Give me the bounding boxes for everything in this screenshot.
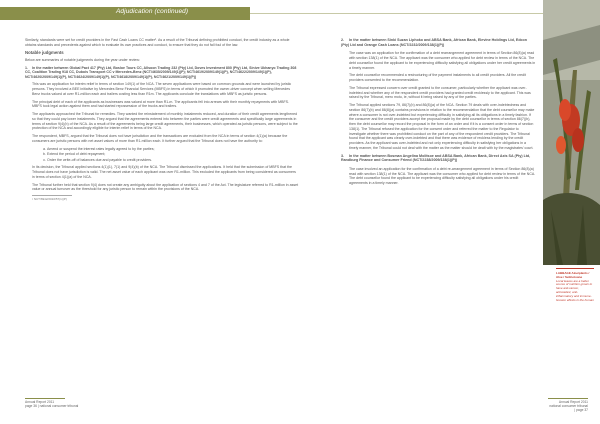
list-item: c. Order the write-off of balances due and payable to credit providers. [47, 158, 299, 163]
caption-rule [556, 268, 594, 269]
paragraph: The debt counsellor recommended a restructuring of the payment instalments to all credit providers. All the credit providers consented to the recommendation. [349, 73, 526, 83]
paragraph: In its decision, the Tribunal applied sections 4(1)(1), 7(1) and 9(4)(b) of the NCA. The Tribunal dismissed the applications. It held that the submission of MBFS that the Tribunal does not have jurisdiction is valid. The net asset value of each applicant was over R1-million. This excluded the applicants from being considered as consumers in terms of section 4(1)(a) of the NCA. [32, 165, 296, 179]
footer-report-label: Annual Report 2011 [25, 400, 55, 404]
paragraph: The Tribunal expressed concern over credit granted to the consumer, particularly whether the applicant was over-indebted and whether any of the respondent credit providers had granted credit recklessly to the applicant. This was raised by the Tribunal, mero motu, ie, without it being raised by any of the parties. [349, 86, 531, 100]
footer-rule-left [25, 398, 65, 399]
footer-page-label: page 36 | national consumer tribunal [25, 404, 79, 408]
case-3-title: In the matter between Bosman Angelina Molitsoe and ABSA Bank, African Bank, Direct Axis SA (Pty) Ltd, Randburg Finance and Consumer Friend (NCT/2238/2009/138(1)(P)) [341, 153, 531, 163]
aloe-plant-photo [543, 0, 600, 265]
section-title: Adjudication (continued) [116, 8, 189, 15]
case-1-number: 1. [25, 65, 28, 70]
footer-right [548, 400, 588, 412]
footer-report-label: Annual Report 2011 [558, 400, 588, 404]
paragraph: The case was an application for the confirmation of a debt rearrangement agreement in terms of Section 86(8)(a) read with section 138(1) of the NCA. The applicant was the consumer who applied for debt review in terms of the NCA. The debt counsellor found the applicant to be experiencing difficulty satisfying all obligations under her credit agreements in a timely manner. [349, 51, 536, 70]
case-2-title: In the matter between Sinki Suzan Liphoko and ABSA Bank, African Bank, Elevine Holdings Ltd, Edcon (Pty) Ltd and Orange Cash Loans (NCT/2232/2009/138(1)(P)) [341, 38, 528, 47]
footer-rule-right [548, 398, 588, 399]
paragraph: The applicants approached the Tribunal for remedies. They wanted the reinstatement of monthly instalments reduced, and duration of their credit agreements lengthened so that they could pay lower instalments. They argued that the agreements entered into between the parties were credit agreements and specifically large agreements in terms of section 9(4)(b) of the NCA. As a result of the agreements being large credit agreements, their businesses, which operated as juristic persons, were subject to the protection of the NCA and accordingly eligible for interim relief in terms of the NCA. [32, 112, 298, 131]
caption-text: Local leaves are a better source of nutrition grown to have anti-cancer, antioxidant, anti-inflammatory and immune-booster effects in the human [556, 278, 594, 302]
left-page [25, 38, 299, 408]
case-3-number: 3. [341, 153, 345, 158]
case-2-heading [341, 38, 536, 47]
footer-page-label: national consumer tribunal | page 37 [549, 404, 588, 412]
case-3-body [341, 167, 536, 186]
footnote: ¹ NCT/6942/2010/57(1)(P) [32, 197, 67, 202]
intro-paragraph: Similarly, standards were set for credit providers in the Fast Cash Loans CC matter¹. As a result of the Tribunal defining prohibited conduct, the credit industry as a whole obtains standards and precedents against which to evaluate its own practices and conduct, to ensure that they do not fall foul of the law. [25, 38, 290, 47]
right-page [341, 38, 536, 408]
list-item: a. Amend or suspend the interest rates legally agreed to by the parties; [47, 147, 299, 152]
paragraph: The Tribunal further held that section 9(4) does not create any ambiguity about the application of sections 4 and 7 of the Act. The legislature referred to R1-million in asset value or annual turnover as the threshold for any juristic person to remain within the provisions of the NCA. [32, 182, 299, 192]
list-item: b. Extend the period of debt repayment; [47, 152, 299, 157]
aloe-illustration [543, 0, 600, 265]
caption-title: LABBAGE Aloe/plants / Aloe / Sebhotoane [556, 271, 590, 279]
case-1-heading [25, 66, 299, 80]
case-1-body [25, 82, 299, 201]
case-2-number: 2. [341, 38, 345, 42]
paragraph: The case involved an application for the confirmation of a debt re-arrangement agreement in terms of Section 86(8)(a) read with section 138(1) of the NCA. The applicant was the consumer who applied for debt review in terms of the NCA. The debt counsellor found the applicant to be experiencing difficulty satisfying all obligations under his credit agreements in a timely manner. [349, 166, 536, 186]
case-1-title: In the matter between Global Pact 417 (Pty) Ltd, Bosloe Tours CC, Allsoon Trading 232 (Pty) Ltd, Doves Investment 800 (Pty) Ltd, Sinive Ukhanyo Trading 308 CC, Coalition Trading 918 CC, Dubois Transport CC v Mercedes-Benz (NCT/4630/2009/149(1)(P); NCT/4619/2009/149(1)(P), NCT/4622/2009/149(1)(P), NCT/4620/2009/149(1)(P), NCT/4624/2009/149(1)(P), NCT/4618/2009/149(1)(P), NCT/4621/2009/149(1)(P)) [25, 65, 297, 79]
notable-judgments-heading: Notable judgments [25, 49, 64, 55]
paragraph: The respondent, MBFS, argued that the Tribunal does not have jurisdiction and the transactions are excluded from the NCA in terms of section 4(1)(a) because the consumers are juristic persons with net asset values of more than R1-million each. It further argued that the Tribunal does not have the authority to: [32, 134, 288, 144]
paragraph: The Tribunal applied sections 79, 86(7)(b) and 86(8)(a) of the NCA. Section 79 deals with over-indebtedness and section 86(7)(b) and 86(8)(a) contains provisions in relation to the recommendation that the debt counsellor may make where a consumer is not over-indebted but experiencing difficulty in satisfying all its obligations in a timely fashion. If the consumer and the credit providers accept the proposal made by the debt counsellor in terms of section 86(7)(b), then the debt counsellor may record the proposal in the form of an order and if it is a consent order in terms of section 138(1). The Tribunal refused the application for the consent order and referred the matter to the Regulator to investigate whether there was prohibited conduct on the part of any of the respondent credit providers. The Tribunal found that the applicant was clearly over-indebted and that there was evidence of reckless lending by the credit providers. As the applicant was over-indebted and not only experiencing difficulty in satisfying her obligations in a timely manner, the Tribunal could not deal with the matter as the matter should be dealt with by the magistrates' court. [349, 103, 535, 150]
header-band [0, 0, 600, 28]
paragraph: The principal debt of each of the applicants as businesses was valued at more than R1-m. The applicants fell into arrears with their monthly repayments with MBFS. MBFS took legal action against them and had started repossession of the trucks and trailers. [32, 99, 290, 109]
case-3-heading [341, 154, 536, 163]
footnote-rule [32, 195, 72, 196]
photo-caption [556, 272, 594, 302]
paragraph: This was an application for interim relief in terms of section 149(1) of the NCA. The seven applications were based on common grounds and were launched by juristic persons. They involved a BEE initiative by Mercedes Benz Financial Services (MBFS) in terms of which it promoted the owner-driver concept when selling Mercedes Benz trucks valued at over R1-million each and trailers costing less than R1m. The applicants conclude the translations with MBFS as juristic persons. [32, 82, 292, 96]
summary-intro: Below are summaries of notable judgments during the year under review: [25, 57, 140, 62]
authority-list [32, 147, 299, 162]
footer-left [25, 400, 78, 408]
case-2-body [341, 51, 536, 150]
